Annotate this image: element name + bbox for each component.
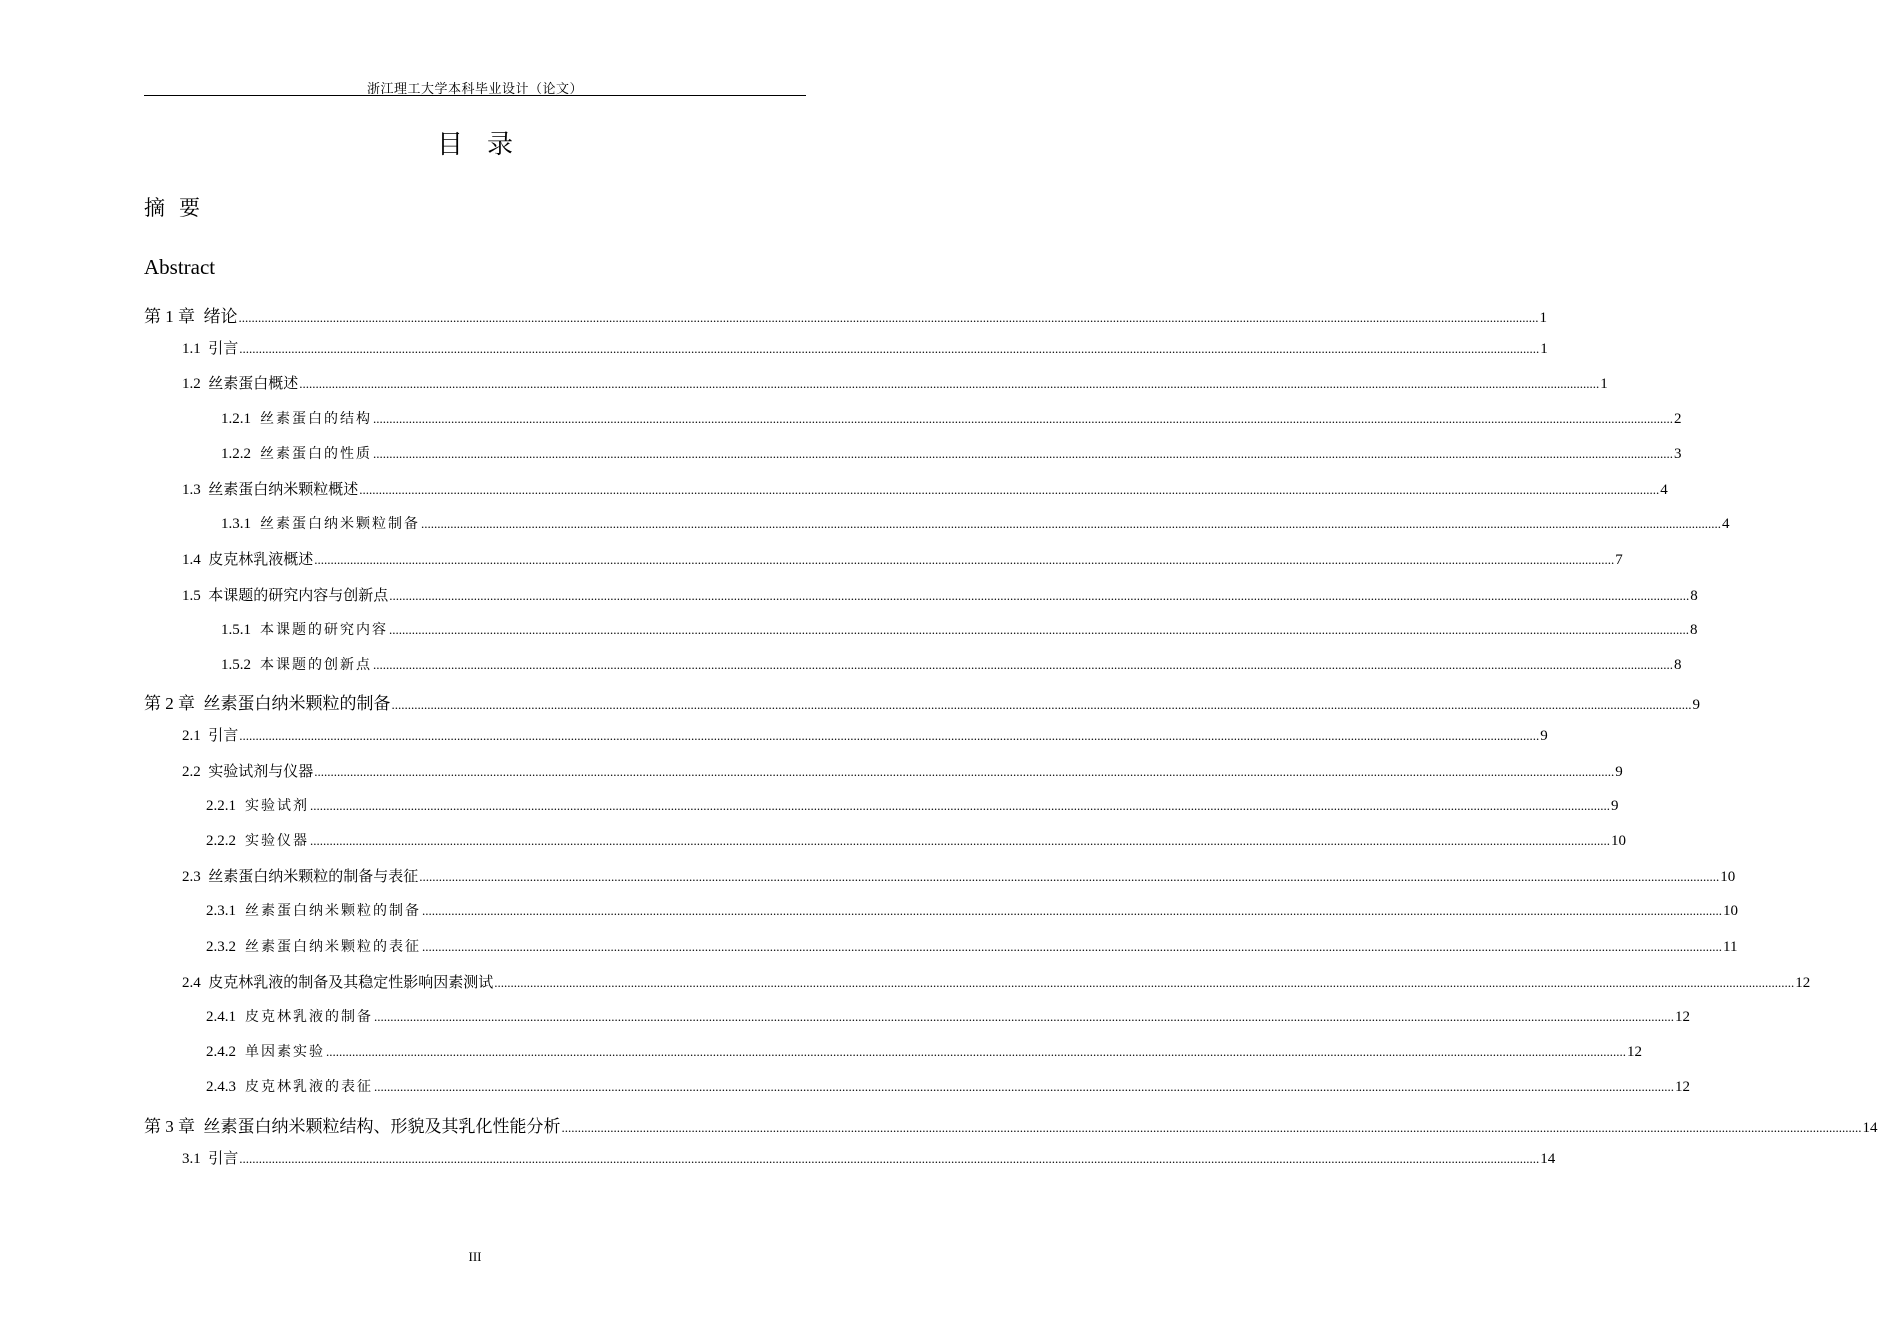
toc-entry-title: 丝素蛋白纳米颗粒的制备 xyxy=(203,694,391,715)
toc-entry-page: 10 xyxy=(1720,869,1736,886)
toc-entry-number: 2.2.1 xyxy=(206,797,236,814)
toc-entry-number: 2.3.1 xyxy=(206,903,236,920)
toc-entry-title: 本课题的创新点 xyxy=(260,657,372,673)
toc-entry-label xyxy=(144,654,372,674)
toc-entry-label xyxy=(144,372,298,393)
toc-entry-page: 11 xyxy=(1723,938,1738,955)
toc-entry-number: 2.4.1 xyxy=(206,1009,236,1025)
toc-entry-page: 4 xyxy=(1660,482,1668,498)
toc-entry-page: 10 xyxy=(1723,903,1738,920)
toc-entry-label xyxy=(144,971,493,992)
toc-entry-title: 引言 xyxy=(208,726,239,745)
toc-entry-number: 2.4.3 xyxy=(206,1079,236,1096)
toc-chapter-entry[interactable] xyxy=(144,689,1700,719)
toc-entry-number: 2.4 xyxy=(182,974,201,991)
toc-entry-title: 皮克林乳液的制备及其稳定性影响因素测试 xyxy=(208,972,494,991)
toc-entry-number: 2.2.2 xyxy=(206,833,236,849)
toc-section-entry[interactable] xyxy=(144,1006,1690,1036)
dot-leader: ................................................................................................................................................................................................................................................................................................................................................................................................................ xyxy=(299,376,1600,392)
toc-entry-title: 引言 xyxy=(208,339,239,358)
toc-entry-page: 1 xyxy=(1600,376,1608,393)
dot-leader: ................................................................................................................................................................................................................................................................................................................................................................................................................ xyxy=(359,482,1660,497)
toc-entry-number: 1.4 xyxy=(182,552,201,569)
toc-entry-number: 1.3.1 xyxy=(221,516,251,533)
toc-entry-title: 丝素蛋白纳米颗粒的制备与表征 xyxy=(208,867,419,886)
toc-entry-page: 12 xyxy=(1675,1009,1690,1025)
toc-entry-label xyxy=(144,1112,561,1137)
page-title: 目录 xyxy=(436,130,537,160)
toc-entry-label xyxy=(144,302,238,327)
toc-entry-page: 8 xyxy=(1690,587,1698,604)
toc-entry-page: 14 xyxy=(1862,1119,1878,1136)
toc-entry-label xyxy=(144,865,418,886)
toc-entry-title: 引言 xyxy=(208,1148,239,1167)
toc-entry-page: 12 xyxy=(1627,1044,1642,1061)
toc-entry-page: 9 xyxy=(1540,728,1548,745)
toc-entry-page: 9 xyxy=(1692,697,1700,714)
dot-leader: ................................................................................................................................................................................................................................................................................................................................................................................................................ xyxy=(239,728,1540,744)
toc-entry-page: 9 xyxy=(1611,797,1619,814)
toc-section-entry[interactable] xyxy=(144,619,1698,649)
dot-leader: ................................................................................................................................................................................................................................................................................................................................................................................................................ xyxy=(494,974,1795,990)
toc-entry-number: 1.5.2 xyxy=(221,657,251,673)
toc-entry-label xyxy=(144,1147,238,1168)
toc-entry-number: 2.2 xyxy=(182,763,201,780)
dot-leader: ................................................................................................................................................................................................................................................................................................................................................................................................................ xyxy=(374,1079,1674,1095)
toc-entry-label xyxy=(144,478,358,499)
toc-entry-title: 实验仪器 xyxy=(245,833,309,849)
toc-entry-label xyxy=(144,900,421,920)
dot-leader: ................................................................................................................................................................................................................................................................................................................................................................................................................ xyxy=(314,552,1615,568)
dot-leader: ................................................................................................................................................................................................................................................................................................................................................................................................................ xyxy=(238,310,1539,325)
toc-entry-number: 1.3 xyxy=(182,482,201,498)
running-header: 浙江理工大学本科毕业设计（论文） xyxy=(366,82,583,97)
toc-entry-title: 单因素实验 xyxy=(245,1044,325,1061)
toc-entry-label xyxy=(144,1006,373,1026)
toc-section-entry[interactable] xyxy=(144,478,1668,508)
toc-entry-page: 1 xyxy=(1539,310,1547,326)
dot-leader: ................................................................................................................................................................................................................................................................................................................................................................................................................ xyxy=(374,1009,1674,1024)
toc-entry-page: 9 xyxy=(1615,763,1623,780)
dot-leader: ................................................................................................................................................................................................................................................................................................................................................................................................................ xyxy=(389,621,1689,637)
toc-entry-number: 3.1 xyxy=(182,1150,201,1167)
toc-entry-label xyxy=(144,1041,325,1061)
toc-entry-title: 绪论 xyxy=(203,307,238,327)
toc-entry-title: 本课题的研究内容与创新点 xyxy=(208,585,389,604)
dot-leader: ................................................................................................................................................................................................................................................................................................................................................................................................................ xyxy=(310,797,1610,813)
toc-section-entry[interactable] xyxy=(144,408,1682,438)
dot-leader: ................................................................................................................................................................................................................................................................................................................................................................................................................ xyxy=(421,516,1721,532)
toc-entry-number: 2.3.2 xyxy=(206,938,236,955)
dot-leader: ................................................................................................................................................................................................................................................................................................................................................................................................................ xyxy=(422,938,1722,954)
dot-leader: ................................................................................................................................................................................................................................................................................................................................................................................................................ xyxy=(239,341,1540,357)
dot-leader: ................................................................................................................................................................................................................................................................................................................................................................................................................ xyxy=(310,833,1610,848)
toc-chapter-entry[interactable] xyxy=(144,302,1547,332)
toc-section-entry[interactable] xyxy=(144,443,1682,473)
dot-leader: ................................................................................................................................................................................................................................................................................................................................................................................................................ xyxy=(389,587,1690,603)
toc-section-entry[interactable] xyxy=(144,724,1548,754)
dot-leader: ................................................................................................................................................................................................................................................................................................................................................................................................................ xyxy=(326,1044,1626,1060)
toc-entry-page: 4 xyxy=(1722,516,1730,533)
header-rule xyxy=(144,95,806,96)
toc-entry-label xyxy=(144,760,313,781)
toc-section-entry[interactable] xyxy=(144,760,1623,790)
toc-entry-label xyxy=(144,689,391,714)
toc-entry-page: 12 xyxy=(1675,1079,1690,1096)
toc-entry-abstract-en[interactable]: Abstract xyxy=(144,255,216,279)
toc-section-entry[interactable] xyxy=(144,372,1608,402)
toc-entry-title: 丝素蛋白概述 xyxy=(208,374,299,393)
toc-entry-label xyxy=(144,548,313,569)
toc-entry-page: 8 xyxy=(1690,621,1698,638)
toc-entry-page: 1 xyxy=(1540,341,1548,358)
toc-section-entry[interactable] xyxy=(144,513,1730,543)
toc-entry-number: 1.2.1 xyxy=(221,410,251,427)
dot-leader: ................................................................................................................................................................................................................................................................................................................................................................................................................ xyxy=(373,657,1673,672)
toc-entry-number: 1.2 xyxy=(182,376,201,393)
toc-entry-title: 本课题的研究内容 xyxy=(260,621,388,638)
toc-entry-label xyxy=(144,936,421,956)
toc-entry-number: 第 2 章 xyxy=(144,694,195,714)
toc-entry-title: 丝素蛋白纳米颗粒制备 xyxy=(260,516,420,533)
toc-section-entry[interactable] xyxy=(144,900,1738,930)
toc-entry-label xyxy=(144,513,420,533)
dot-leader: ................................................................................................................................................................................................................................................................................................................................................................................................................ xyxy=(422,903,1722,919)
toc-section-entry[interactable] xyxy=(144,337,1548,367)
toc-entry-title: 丝素蛋白的结构 xyxy=(260,410,372,427)
toc-entry-number: 1.1 xyxy=(182,341,201,358)
page-number: III xyxy=(468,1249,482,1264)
toc-entry-title: 皮克林乳液概述 xyxy=(208,550,314,569)
toc-entry-number: 第 1 章 xyxy=(144,307,195,326)
toc-entry-page: 7 xyxy=(1615,552,1623,569)
toc-entry-title: 皮克林乳液的表征 xyxy=(245,1079,373,1096)
dot-leader: ................................................................................................................................................................................................................................................................................................................................................................................................................ xyxy=(419,869,1720,885)
toc-entry-label xyxy=(144,724,238,745)
toc-entry-label xyxy=(144,584,388,605)
dot-leader: ................................................................................................................................................................................................................................................................................................................................................................................................................ xyxy=(239,1150,1540,1166)
toc-entry-label xyxy=(144,443,372,463)
toc-entry-number: 2.1 xyxy=(182,728,201,745)
toc-entry-page: 3 xyxy=(1674,445,1682,462)
toc-entry-page: 8 xyxy=(1674,657,1682,673)
toc-entry-label xyxy=(144,795,309,815)
toc-section-entry[interactable] xyxy=(144,936,1738,966)
dot-leader: ................................................................................................................................................................................................................................................................................................................................................................................................................ xyxy=(561,1119,1862,1135)
toc-entry-number: 1.2.2 xyxy=(221,445,251,462)
toc-entry-title: 实验试剂 xyxy=(245,797,309,814)
toc-entry-page: 10 xyxy=(1611,833,1626,849)
toc-entry-abstract-cn[interactable]: 摘要 xyxy=(144,196,214,220)
toc-entry-title: 丝素蛋白纳米颗粒概述 xyxy=(208,480,359,498)
toc-entry-title: 丝素蛋白纳米颗粒结构、形貌及其乳化性能分析 xyxy=(203,1116,561,1137)
toc-entry-page: 14 xyxy=(1540,1150,1556,1167)
toc-entry-page: 2 xyxy=(1674,410,1682,427)
toc-entry-label xyxy=(144,830,309,850)
dot-leader: ................................................................................................................................................................................................................................................................................................................................................................................................................ xyxy=(314,763,1615,779)
toc-entry-title: 皮克林乳液的制备 xyxy=(245,1009,373,1025)
toc-entry-number: 2.4.2 xyxy=(206,1044,236,1061)
toc-entry-label xyxy=(144,408,372,428)
toc-entry-title: 丝素蛋白纳米颗粒的表征 xyxy=(245,938,421,955)
toc-section-entry[interactable] xyxy=(144,1041,1642,1071)
toc-section-entry[interactable] xyxy=(144,584,1698,614)
toc-entry-label xyxy=(144,1076,373,1096)
toc-section-entry[interactable] xyxy=(144,971,1811,1001)
toc-entry-number: 1.5 xyxy=(182,587,201,604)
toc-section-entry[interactable] xyxy=(144,548,1623,578)
toc-entry-label xyxy=(144,619,388,639)
toc-entry-number: 1.5.1 xyxy=(221,621,251,638)
toc-section-entry[interactable] xyxy=(144,1076,1690,1106)
toc-entry-title: 丝素蛋白纳米颗粒的制备 xyxy=(245,903,421,920)
toc-entry-number: 2.3 xyxy=(182,869,201,886)
toc-entry-label xyxy=(144,337,238,358)
toc-section-entry[interactable] xyxy=(144,1147,1556,1177)
toc-entry-title: 丝素蛋白的性质 xyxy=(260,445,372,462)
toc-section-entry[interactable] xyxy=(144,830,1626,860)
toc-entry-number: 第 3 章 xyxy=(144,1116,195,1136)
toc-entry-title: 实验试剂与仪器 xyxy=(208,761,314,780)
toc-section-entry[interactable] xyxy=(144,654,1682,684)
dot-leader: ................................................................................................................................................................................................................................................................................................................................................................................................................ xyxy=(391,697,1692,713)
dot-leader: ................................................................................................................................................................................................................................................................................................................................................................................................................ xyxy=(373,445,1673,461)
dot-leader: ................................................................................................................................................................................................................................................................................................................................................................................................................ xyxy=(373,410,1673,426)
toc-section-entry[interactable] xyxy=(144,795,1619,825)
toc-entry-page: 12 xyxy=(1795,974,1811,991)
toc-section-entry[interactable] xyxy=(144,865,1736,895)
toc-chapter-entry[interactable] xyxy=(144,1112,1878,1142)
